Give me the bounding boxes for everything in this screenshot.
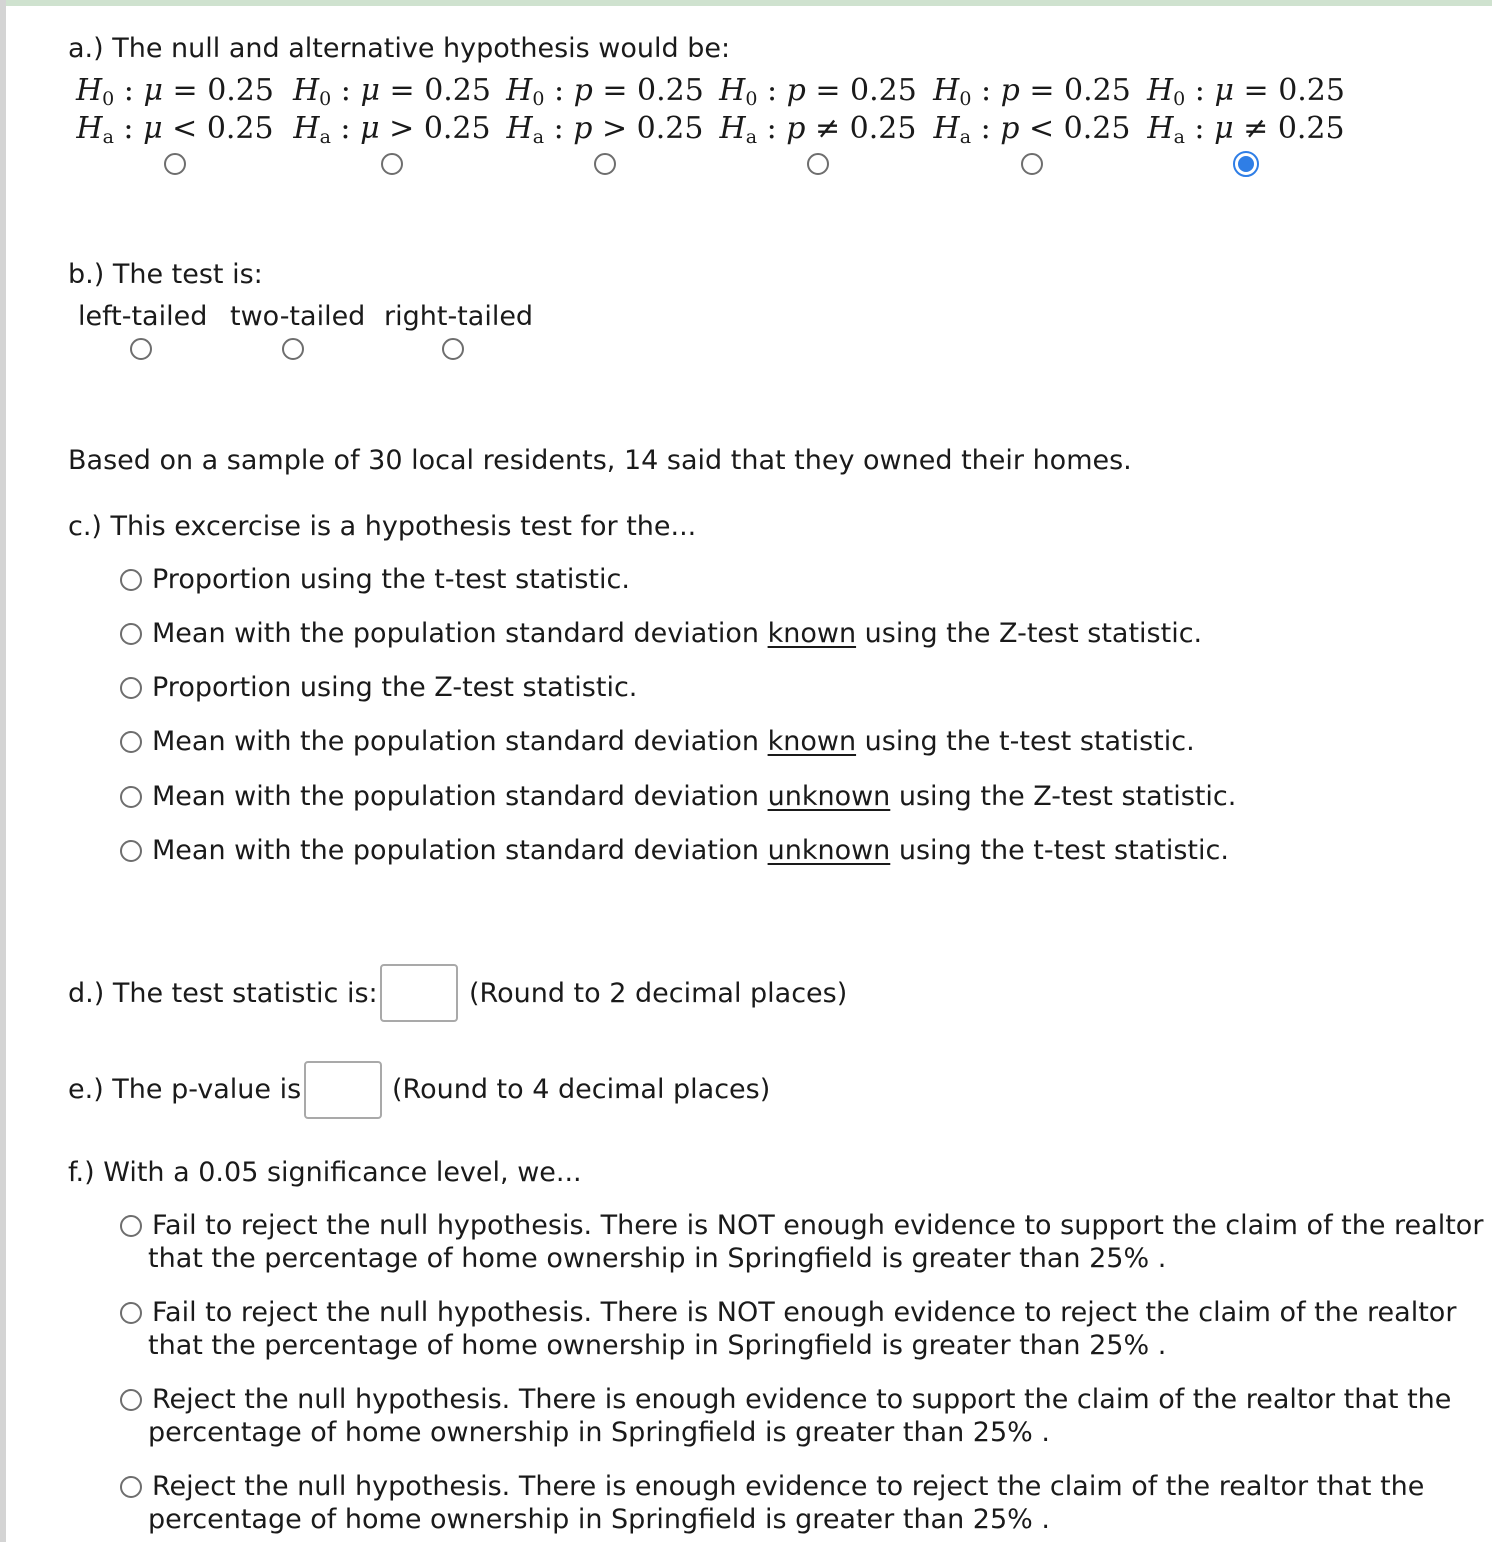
radio-conclusion-1[interactable] — [120, 1215, 142, 1237]
option-emphasis: unknown — [767, 835, 891, 866]
ha-line: $H_a$ : p < 0.25 — [933, 111, 1131, 148]
ha-symbol: H — [933, 111, 960, 146]
ha-line: $H_a$ : μ ≠ 0.25 — [1147, 111, 1345, 148]
ha-symbol: H — [719, 111, 746, 146]
option-two-tailed-label: two-tailed — [230, 301, 366, 332]
radio-hypothesis-2[interactable] — [381, 153, 403, 175]
ha-symbol: H — [76, 111, 103, 146]
p-value-input[interactable] — [304, 1061, 382, 1119]
radio-hypothesis-5[interactable] — [1021, 153, 1043, 175]
h0-symbol: H — [506, 73, 533, 108]
test-type-option-4 — [152, 725, 1195, 758]
ha-variable: μ — [1214, 111, 1234, 146]
h0-subscript: 0 — [319, 88, 332, 110]
conclusion-option-3-line1: Reject the null hypothesis. There is enough evidence to support the claim of the realtor that the — [152, 1384, 1452, 1415]
h0-value: 0.25 — [850, 73, 917, 108]
part-c-label: c.) This excercise is a hypothesis test for the... — [68, 511, 697, 542]
option-emphasis: known — [767, 618, 857, 649]
ha-value: 0.25 — [423, 111, 491, 146]
scenario-text: Based on a sample of 30 local residents, 14 said that they owned their homes. — [68, 445, 1132, 476]
option-text-end: using the t-test statistic. — [890, 835, 1229, 866]
h0-value: 0.25 — [424, 73, 491, 108]
ha-line: $H_a$ : p ≠ 0.25 — [719, 111, 917, 148]
conclusion-option-2-line2: that the percentage of home ownership in Springfield is greater than 25% . — [148, 1330, 1167, 1361]
h0-subscript: 0 — [532, 88, 545, 110]
left-border — [0, 0, 6, 1542]
h0-relation: = — [602, 73, 628, 108]
radio-two-tailed[interactable] — [282, 338, 304, 360]
hypothesis-option-5 — [927, 72, 1137, 148]
h0-value: 0.25 — [1278, 73, 1345, 108]
h0-line: $H_0$ : p = 0.25 — [506, 73, 704, 110]
option-emphasis: unknown — [767, 781, 891, 812]
option-text: Mean with the population standard deviation — [152, 618, 768, 649]
option-emphasis: known — [767, 726, 857, 757]
ha-subscript: a — [745, 126, 758, 148]
ha-subscript: a — [102, 126, 114, 148]
h0-subscript: 0 — [959, 88, 972, 110]
part-d-label: d.) The test statistic is: — [68, 978, 378, 1009]
option-text-end: using the t-test statistic. — [856, 726, 1195, 757]
h0-line: $H_0$ : μ = 0.25 — [1147, 73, 1345, 110]
conclusion-option-1-line1: Fail to reject the null hypothesis. There is NOT enough evidence to support the claim of the realtor — [152, 1210, 1484, 1241]
h0-variable: p — [1000, 73, 1020, 108]
conclusion-option-2-line1: Fail to reject the null hypothesis. There is NOT enough evidence to reject the claim of the realtor — [152, 1297, 1457, 1328]
option-text: Mean with the population standard deviation — [152, 781, 768, 812]
top-border — [0, 0, 1492, 6]
ha-value: 0.25 — [1277, 111, 1345, 146]
option-text-end: using the Z-test statistic. — [890, 781, 1237, 812]
radio-test-type-5[interactable] — [120, 786, 142, 808]
radio-left-tailed[interactable] — [130, 338, 152, 360]
radio-hypothesis-4[interactable] — [807, 153, 829, 175]
ha-relation: > — [389, 111, 415, 146]
option-text: Proportion using the Z-test statistic. — [152, 672, 638, 703]
h0-value: 0.25 — [1064, 73, 1131, 108]
conclusion-option-1-line2: that the percentage of home ownership in Springfield is greater than 25% . — [148, 1243, 1167, 1274]
radio-hypothesis-3[interactable] — [594, 153, 616, 175]
radio-hypothesis-1[interactable] — [164, 153, 186, 175]
ha-line: $H_a$ : p > 0.25 — [506, 111, 704, 148]
conclusion-option-3-line2: percentage of home ownership in Springfield is greater than 25% . — [148, 1417, 1050, 1448]
hypothesis-option-3 — [500, 72, 710, 148]
radio-conclusion-4[interactable] — [120, 1476, 142, 1498]
h0-subscript: 0 — [1173, 88, 1186, 110]
h0-variable: p — [786, 73, 806, 108]
ha-variable: μ — [360, 111, 380, 146]
h0-relation: = — [1029, 73, 1055, 108]
ha-variable: p — [786, 111, 806, 146]
radio-test-type-3[interactable] — [120, 677, 142, 699]
h0-symbol: H — [719, 73, 746, 108]
radio-test-type-4[interactable] — [120, 731, 142, 753]
ha-relation: ≠ — [1243, 111, 1269, 146]
ha-subscript: a — [319, 126, 331, 148]
option-text: Mean with the population standard deviation — [152, 726, 768, 757]
test-type-option-5 — [152, 780, 1236, 813]
h0-symbol: H — [76, 73, 103, 108]
test-statistic-input[interactable] — [380, 964, 458, 1022]
part-b-label: b.) The test is: — [68, 259, 263, 290]
hypothesis-option-4 — [713, 72, 923, 148]
test-type-option-6 — [152, 834, 1229, 867]
option-left-tailed-label: left-tailed — [78, 301, 208, 332]
ha-line: $H_a$ : μ < 0.25 — [76, 111, 274, 148]
h0-variable: μ — [1214, 73, 1234, 108]
ha-value: 0.25 — [636, 111, 704, 146]
h0-symbol: H — [1147, 73, 1174, 108]
ha-value: 0.25 — [849, 111, 917, 146]
radio-test-type-1[interactable] — [120, 569, 142, 591]
ha-relation: < — [172, 111, 198, 146]
ha-variable: p — [573, 111, 593, 146]
h0-line: $H_0$ : μ = 0.25 — [76, 73, 274, 110]
h0-variable: μ — [143, 73, 163, 108]
ha-symbol: H — [1147, 111, 1174, 146]
ha-variable: μ — [143, 111, 163, 146]
conclusion-option-4-line2: percentage of home ownership in Springfield is greater than 25% . — [148, 1504, 1050, 1535]
test-type-option-1 — [152, 563, 630, 596]
h0-variable: p — [573, 73, 593, 108]
option-right-tailed-label: right-tailed — [384, 301, 534, 332]
part-f-label: f.) With a 0.05 significance level, we... — [68, 1157, 582, 1188]
h0-value: 0.25 — [637, 73, 704, 108]
part-a-label: a.) The null and alternative hypothesis would be: — [68, 33, 731, 64]
radio-test-type-6[interactable] — [120, 840, 142, 862]
conclusion-option-4-line1: Reject the null hypothesis. There is enough evidence to reject the claim of the realtor that the — [152, 1471, 1425, 1502]
h0-relation: = — [172, 73, 198, 108]
ha-line: $H_a$ : μ > 0.25 — [293, 111, 491, 148]
h0-relation: = — [815, 73, 841, 108]
test-type-option-2 — [152, 617, 1202, 650]
ha-value: 0.25 — [206, 111, 274, 146]
option-text: Mean with the population standard deviation — [152, 835, 768, 866]
h0-subscript: 0 — [745, 88, 758, 110]
ha-subscript: a — [532, 126, 545, 148]
h0-line: $H_0$ : p = 0.25 — [719, 73, 917, 110]
radio-right-tailed[interactable] — [442, 338, 464, 360]
ha-relation: > — [601, 111, 628, 146]
h0-symbol: H — [933, 73, 960, 108]
h0-relation: = — [389, 73, 415, 108]
h0-value: 0.25 — [207, 73, 274, 108]
part-e-label: e.) The p-value is — [68, 1074, 302, 1105]
h0-subscript: 0 — [102, 88, 115, 110]
ha-relation: ≠ — [814, 111, 841, 146]
ha-relation: < — [1028, 111, 1055, 146]
ha-subscript: a — [1173, 126, 1185, 148]
ha-subscript: a — [959, 126, 972, 148]
ha-symbol: H — [506, 111, 533, 146]
ha-value: 0.25 — [1063, 111, 1131, 146]
radio-conclusion-2[interactable] — [120, 1302, 142, 1324]
part-e-hint: (Round to 4 decimal places) — [392, 1074, 771, 1105]
radio-test-type-2[interactable] — [120, 623, 142, 645]
h0-variable: μ — [360, 73, 380, 108]
h0-symbol: H — [293, 73, 320, 108]
ha-symbol: H — [293, 111, 320, 146]
h0-line: $H_0$ : μ = 0.25 — [293, 73, 491, 110]
radio-hypothesis-6[interactable] — [1233, 151, 1259, 177]
option-text-end: using the Z-test statistic. — [856, 618, 1203, 649]
hypothesis-option-2 — [287, 72, 497, 148]
ha-variable: p — [1000, 111, 1020, 146]
part-d-hint: (Round to 2 decimal places) — [469, 978, 848, 1009]
h0-line: $H_0$ : p = 0.25 — [933, 73, 1131, 110]
radio-conclusion-3[interactable] — [120, 1389, 142, 1411]
hypothesis-option-1 — [70, 72, 280, 148]
test-type-option-3 — [152, 671, 637, 704]
option-text: Proportion using the t-test statistic. — [152, 564, 630, 595]
h0-relation: = — [1243, 73, 1269, 108]
hypothesis-option-6 — [1141, 72, 1351, 148]
